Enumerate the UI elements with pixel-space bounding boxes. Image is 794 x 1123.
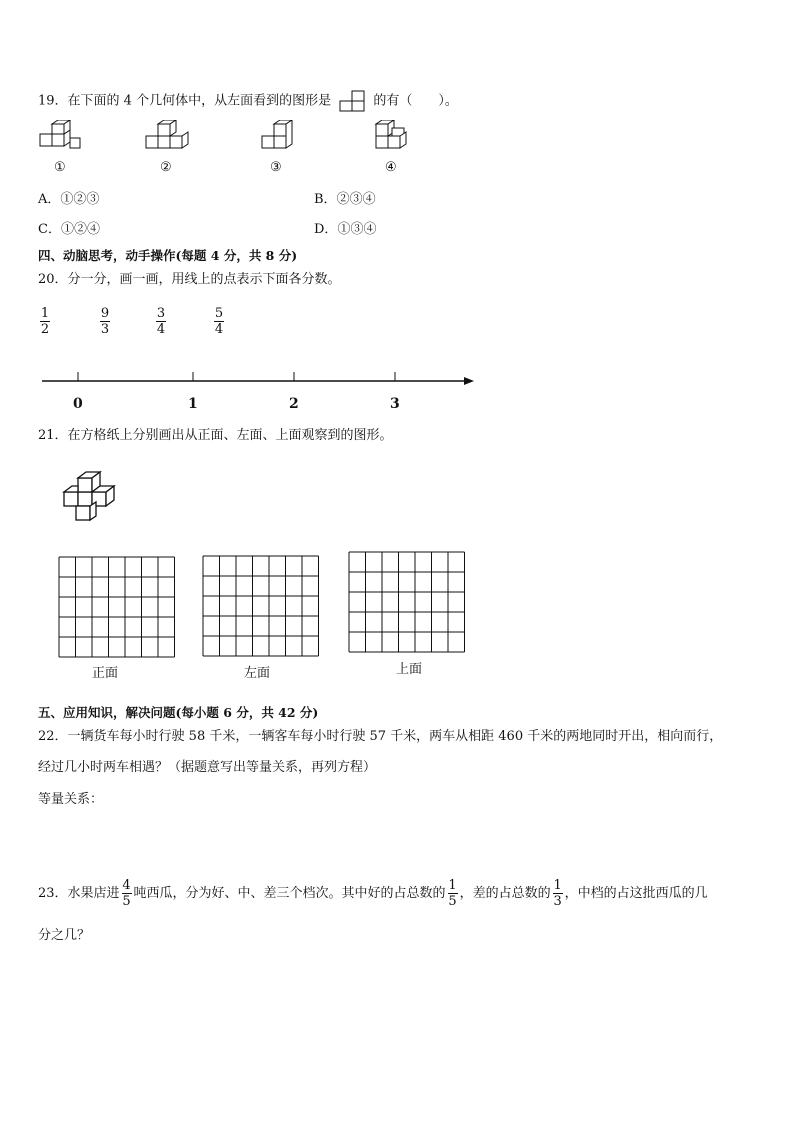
grid-label-top: 上面 (396, 662, 423, 677)
solid-label-1: ① (54, 160, 66, 175)
q23-frac-1 (122, 878, 132, 909)
q23-line-2: 分之几？ (38, 928, 91, 943)
solid-4-figure (376, 120, 406, 148)
option-d-letter: D． (314, 222, 338, 237)
fraction-2-num: 9 (100, 306, 110, 321)
q22-line-1: 22．一辆货车每小时行驶 58 千米，一辆客车每小时行驶 57 千米，两车从相距 460 千米的两地同时开出，相向而行， (38, 729, 723, 744)
q21-prompt: 21．在方格纸上分别画出从正面、左面、上面观察到的图形。 (38, 428, 393, 443)
q23-part2: 吨西瓜，分为好、中、差三个档次。其中好的占总数的 (133, 885, 446, 901)
solid-label-4: ④ (385, 160, 397, 175)
section-5-title: 五、应用知识，解决问题(每小题 6 分，共 42 分) (38, 705, 319, 720)
q22-line-2: 经过几小时两车相遇？（据题意写出等量关系，再列方程） (38, 760, 377, 775)
option-c[interactable] (38, 218, 100, 237)
option-a[interactable] (38, 188, 99, 207)
q22-equation-label: 等量关系： (38, 792, 104, 807)
q23-frac-1-num: 4 (122, 878, 131, 893)
q23-part4: ，中档的占这批西瓜的几 (564, 885, 708, 901)
option-a-value: ①②③ (60, 192, 100, 207)
solid-3-figure (262, 120, 292, 148)
q19-prompt (38, 90, 458, 112)
fraction-1 (38, 306, 52, 337)
tick-label-3: 3 (390, 396, 400, 412)
option-d-value: ①③④ (337, 222, 377, 237)
solid-label-3: ③ (270, 160, 282, 175)
fraction-4 (212, 306, 226, 337)
option-c-value: ①②④ (60, 222, 100, 237)
option-b-value: ②③④ (336, 192, 376, 207)
q19-text-after: 的有（ ）。 (373, 93, 458, 109)
option-c-letter: C． (38, 222, 61, 237)
fraction-4-den: 4 (214, 322, 224, 337)
fraction-3-den: 4 (156, 322, 166, 337)
front-view-grid[interactable] (58, 556, 178, 658)
option-a-letter: A． (38, 192, 61, 207)
q21-solid-figure (58, 470, 130, 528)
q19-text-before: 19．在下面的 4 个几何体中，从左面看到的图形是 (38, 93, 332, 109)
q23-frac-2-num: 1 (448, 878, 457, 893)
left-view-grid[interactable] (202, 555, 322, 657)
tick-label-0: 0 (73, 396, 83, 412)
left-view-figure (339, 90, 365, 112)
top-view-grid[interactable] (348, 551, 468, 653)
q23-part1: 23．水果店进 (38, 885, 120, 901)
q23-frac-3-num: 1 (553, 878, 562, 893)
grid-label-left: 左面 (244, 666, 271, 681)
fraction-2-den: 3 (100, 322, 110, 337)
q23-frac-3 (553, 878, 563, 909)
fraction-1-num: 1 (40, 306, 50, 321)
fraction-2 (98, 306, 112, 337)
solid-1-figure (40, 120, 80, 148)
q23-frac-1-den: 5 (122, 894, 131, 909)
grid-label-front: 正面 (92, 666, 119, 681)
q20-prompt: 20．分一分，画一画，用线上的点表示下面各分数。 (38, 272, 341, 287)
tick-label-1: 1 (188, 396, 198, 412)
q23-frac-2 (448, 878, 458, 909)
solid-2-figure (146, 120, 188, 148)
fraction-3 (154, 306, 168, 337)
tick-label-2: 2 (289, 396, 299, 412)
fraction-4-num: 5 (214, 306, 224, 321)
option-b[interactable] (314, 188, 376, 207)
fraction-1-den: 2 (40, 322, 50, 337)
q23-frac-2-den: 5 (448, 894, 457, 909)
section-4-title: 四、动脑思考，动手操作(每题 4 分，共 8 分) (38, 248, 298, 263)
fraction-3-num: 3 (156, 306, 166, 321)
q23-frac-3-den: 3 (553, 894, 562, 909)
number-line (38, 368, 478, 392)
q23-line-1 (38, 878, 708, 909)
q23-part3: ，差的占总数的 (459, 885, 551, 901)
solid-label-2: ② (160, 160, 172, 175)
q19-solids (36, 120, 416, 160)
option-d[interactable] (314, 218, 376, 237)
option-b-letter: B． (314, 192, 337, 207)
arrow-icon (464, 377, 474, 385)
